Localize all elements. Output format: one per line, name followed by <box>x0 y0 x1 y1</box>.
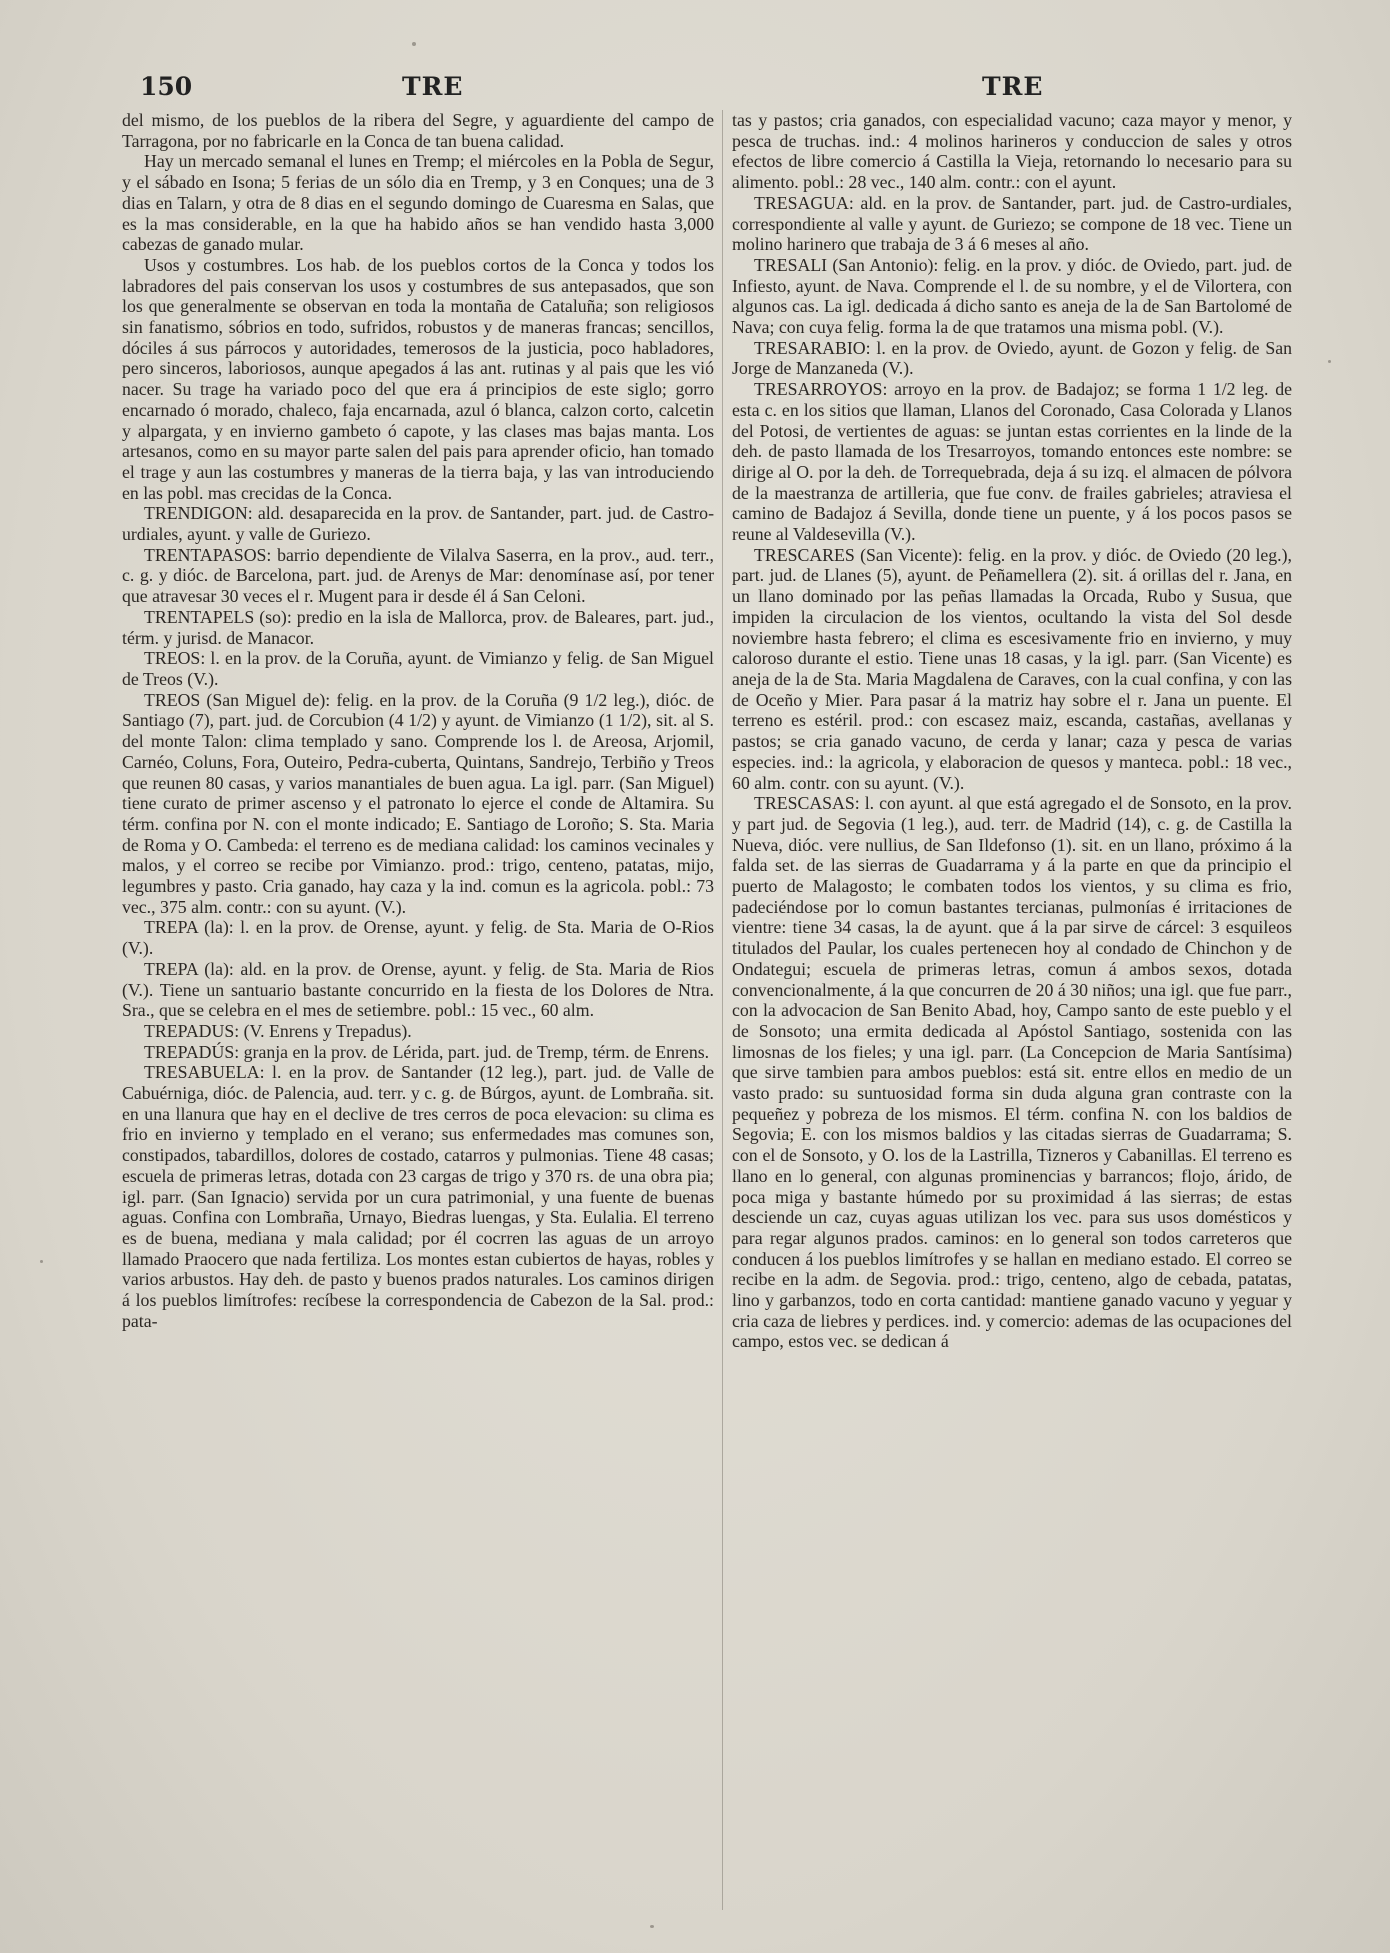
paper-speck <box>40 1260 43 1263</box>
paper-speck <box>412 42 416 46</box>
entry-paragraph: TREOS: l. en la prov. de la Coruña, ayunt. de Vimianzo y felig. de San Miguel de Treos (V.). <box>122 648 714 689</box>
column-divider <box>722 110 723 1910</box>
entry-paragraph: TRENDIGON: ald. desaparecida en la prov. de Santander, part. jud. de Castro-urdiales, ayunt. y valle de Guriezo. <box>122 503 714 545</box>
right-column <box>732 110 1292 1352</box>
entry-paragraph: TRESARABIO: l. en la prov. de Oviedo, ayunt. de Gozon y felig. de San Jorge de Manzaneda (V.). <box>732 337 1292 379</box>
right-guide-word: TRE <box>982 72 1044 101</box>
entry-paragraph: TRENTAPELS (so): predio en la isla de Mallorca, prov. de Baleares, part. jud., térm. y jurisd. de Manacor. <box>122 606 714 648</box>
entry-paragraph: del mismo, de los pueblos de la ribera del Segre, y aguardiente del campo de Tarragona, por no fabricarle en la Conca de tan buena calidad. <box>122 110 714 151</box>
page-number: 150 <box>140 72 193 101</box>
entry-paragraph: TRESALI (San Antonio): felig. en la prov. y dióc. de Oviedo, part. jud. de Infiesto, ayunt. de Nava. Comprende el l. de su nombre, y el de Vilortera, con algunos cas. La igl. dedicada á dicho santo es aneja de la de San Bartolomé de Nava; con cuya felig. forma la de que tratamos una misma pobl. (V.). <box>732 254 1292 338</box>
entry-paragraph: TRESABUELA: l. en la prov. de Santander (12 leg.), part. jud. de Valle de Cabuérniga, dióc. de Palencia, aud. terr. y c. g. de Búrgos, ayunt. de Lombraña. sit. en una llanura que hay en el declive de tres cerros de poca elevacion: su clima es frio en invierno y templado en el verano; sus enfermedades mas comunes son, constipados, tabardillos, dolores de costado, catarros y pulmonias. Tiene 48 casas; escuela de primeras letras, dotada con 23 cargas de trigo y 370 rs. de una obra pia; igl. parr. (San Ignacio) servida por un cura patrimonial, y una fuente de buenas aguas. Confina con Lombraña, Urnayo, Biedras luengas, y Sta. Eulalia. El terreno es de buena, mediana y mala calidad; por él cocrren las aguas de un arroyo llamado Praocero que nada fertiliza. Los montes estan cubiertos de hayas, robles y varios arbustos. Hay deh. de pasto y buenos prados naturales. Los caminos dirigen á los pueblos limítrofes: recíbese la correspondencia de Cabezon de la Sal. prod.: pata- <box>122 1062 714 1331</box>
entry-paragraph: TRESCASAS: l. con ayunt. al que está agregado el de Sonsoto, en la prov. y part jud. de Segovia (1 leg.), aud. terr. de Madrid (14), c. g. de Castilla la Nueva, dióc. vere nullius, de San Ildefonso (1). sit. en un llano, próximo á la falda set. de las sierras de Guadarrama y á la parte en que da principio el puerto de Malagosto; le combaten todos los vientos, y su clima es frio, padeciéndose por lo comun bastantes tercianas, pulmonías é irritaciones de vientre: tiene 34 casas, la de ayunt. que á la par sirve de cárcel: 3 esquileos titulados del Paular, los cuales pertenecen hoy al condado de Chinchon y de Ondategui; escuela de primeras letras, comun á ambos sexos, dotada convencionalmente, á la que concurren de 20 á 30 niños; una igl. que fue parr., con la advocacion de San Benito Abad, hoy, Campo santo de este pueblo y el de Sonsoto; una ermita dedicada al Apóstol Santiago, sostenida con las limosnas de los fieles; y una igl. parr. (La Concepcion de Maria Santísima) que sirve tambien para ambos pueblos: está sit. entre ellos en medio de un vasto prado: su suntuosidad forma sin duda alguna gran contraste con la pequeñez y pobreza de los mismos. El térm. confina N. con los baldios de Segovia; E. con los mismos baldios y las citadas sierras de Guadarrama; S. con el de Sonsoto, y O. los de la Lastrilla, Tizneros y Cabanillas. El terreno es llano en lo general, con algunas prominencias y barrancos; flojo, árido, de poca miga y bastante húmedo por su proximidad á las sierras; de estas desciende un caz, cuyas aguas utilizan los vec. para sus usos domésticos y para regar algunos prados. caminos: en lo general son todos carreteros que conducen á los pueblos limítrofes y se hallan en mediano estado. El correo se recibe en la adm. de Segovia. prod.: trigo, centeno, algo de cebada, patatas, lino y garbanzos, todo en corta cantidad: mantiene ganado vacuno y yeguar y cria caza de liebres y perdices. ind. y comercio: ademas de las ocupaciones del campo, estos vec. se dedican á <box>732 793 1292 1352</box>
entry-paragraph: TREOS (San Miguel de): felig. en la prov. de la Coruña (9 1/2 leg.), dióc. de Santiago (7), part. jud. de Corcubion (4 1/2) y ayunt. de Vimianzo (1 1/2), sit. al S. del monte Talon: clima templado y sano. Comprende los l. de Areosa, Arjomil, Carnéo, Coluns, Fora, Outeiro, Pedra-cuberta, Quintans, Sandrejo, Terbiño y Treos que reunen 80 casas, y varios manantiales de buen agua. La igl. parr. (San Miguel) tiene curato de primer ascenso y el patronato lo ejerce el conde de Altamira. Su térm. confina por N. con el monte indicado; E. Santiago de Loroño; S. Sta. Maria de Roma y O. Cambeda: el terreno es de mediana calidad: los caminos vecinales y malos, y el correo se recibe por Vimianzo. prod.: trigo, centeno, patatas, mijo, legumbres y pasto. Cria ganado, hay caza y la ind. comun es la agricola. pobl.: 73 vec., 375 alm. contr.: con su ayunt. (V.). <box>122 689 714 917</box>
entry-paragraph: Usos y costumbres. Los hab. de los pueblos cortos de la Conca y todos los labradores del pais conservan los usos y costumbres de sus antepasados, que son los que generalmente se observan en toda la montaña de Cataluña; son religiosos sin fanatismo, sóbrios en todo, sufridos, robustos y de maneras francas; sencillos, dóciles á sus párrocos y autoridades, temerosos de la justicia, poco habladores, pero sinceros, laboriosos, aunque apegados á las ant. rutinas y al pais que les vió nacer. Su trage ha variado poco del que era á principios de este siglo; gorro encarnado ó morado, chaleco, faja encarnada, azul ó blanca, calzon corto, calcetin y alpargata, y en invierno gambeto ó capote, y las clases mas bajas manta. Los artesanos, como en su mayor parte salen del pais para aprender oficio, han tomado el trage y aun las costumbres y maneras de la tierra baja, y las van introduciendo en las pobl. mas crecidas de la Conca. <box>122 254 714 503</box>
entry-paragraph: TREPADUS: (V. Enrens y Trepadus). <box>144 1020 412 1041</box>
entry-paragraph: Hay un mercado semanal el lunes en Tremp; el miércoles en la Pobla de Segur, y el sábado en Isona; 5 ferias de un sólo dia en Tremp, y 3 en Conques; una de 3 dias en Talarn, y otra de 8 dias en el segundo domingo de Cuaresma en Salas, que es la mas considerable, en la que ha habido años se han vendido hasta 3,000 cabezas de ganado mular. <box>122 151 714 255</box>
entry-paragraph: TRENTAPASOS: barrio dependiente de Vilalva Saserra, en la prov., aud. terr., c. g. y dióc. de Barcelona, part. jud. de Arenys de Mar: denomínase así, por tener que atravesar 30 veces el r. Mugent para ir desde él á San Celoni. <box>122 544 714 607</box>
entry-paragraph: TRESARROYOS: arroyo en la prov. de Badajoz; se forma 1 1/2 leg. de esta c. en los sitios que llaman, Llanos del Coronado, Casa Colorada y Llanos del Potosi, de vertientes de aguas: se juntan estas corrientes en la linde de la deh. de pasto llamada de los Tresarroyos, tomando entonces este nombre: se dirige al O. por la deh. de Torrequebrada, deja á su izq. el almacen de pólvora de la maestranza de artilleria, que fue conv. de frailes gabrieles; atraviesa el camino de Badajoz á Sevilla, donde tiene un puente, y á los pocos pasos se reune al Valdesevilla (V.). <box>732 379 1292 545</box>
left-column <box>122 110 714 1331</box>
entry-paragraph: TREPA (la): l. en la prov. de Orense, ayunt. y felig. de Sta. Maria de O-Rios (V.). <box>122 917 714 959</box>
entry-paragraph: TREPADÚS: granja en la prov. de Lérida, part. jud. de Tremp, térm. de Enrens. <box>144 1041 710 1062</box>
entry-paragraph: tas y pastos; cria ganados, con especialidad vacuno; caza mayor y menor, y pesca de truchas. ind.: 4 molinos harineros y conduccion de sales y otros efectos de libre comercio á Castilla la Vieja, retornando lo necesario para su alimento. pobl.: 28 vec., 140 alm. contr.: con el ayunt. <box>732 110 1292 193</box>
paper-speck <box>650 1925 654 1928</box>
entry-paragraph: TRESAGUA: ald. en la prov. de Santander, part. jud. de Castro-urdiales, correspondiente al valle y ayunt. de Guriezo; se compone de 18 vec. Tiene un molino harinero que trabaja de 3 á 6 meses al año. <box>732 192 1292 255</box>
paper-speck <box>1328 360 1331 363</box>
left-guide-word: TRE <box>402 72 464 101</box>
entry-paragraph: TREPA (la): ald. en la prov. de Orense, ayunt. y felig. de Sta. Maria de Rios (V.). Tiene un santuario bastante concurrido en la fiesta de los Dolores de Ntra. Sra., que se celebra en el mes de setiembre. pobl.: 15 vec., 60 alm. <box>122 958 714 1021</box>
entry-paragraph: TRESCARES (San Vicente): felig. en la prov. y dióc. de Oviedo (20 leg.), part. jud. de Llanes (5), ayunt. de Peñamellera (2). sit. á orillas del r. Jana, en un llano dominado por las peñas llamadas la Orcada, Rubo y Susua, que impiden la circulacion de los vientos, ocultando la vista del Sol desde noviembre hasta febrero; el clima es escesivamente frio en invierno, y muy caloroso durante el estio. Tiene unas 18 casas, y la igl. parr. (San Vicente) es aneja de la de Sta. Maria Magdalena de Caraves, con la cual confina, y con las de Oceño y Mier. Para pasar á la matriz hay sobre el r. Jana un puente. El terreno es estéril. prod.: con escasez maiz, escanda, castañas, avellanas y pastos; se cria ganado vacuno, de cerda y lanar; caza y pesca de varias especies. ind.: la agricola, y elaboracion de quesos y manteca. pobl.: 18 vec., 60 alm. contr. con su ayunt. (V.). <box>732 544 1292 793</box>
page-header <box>130 72 1290 106</box>
